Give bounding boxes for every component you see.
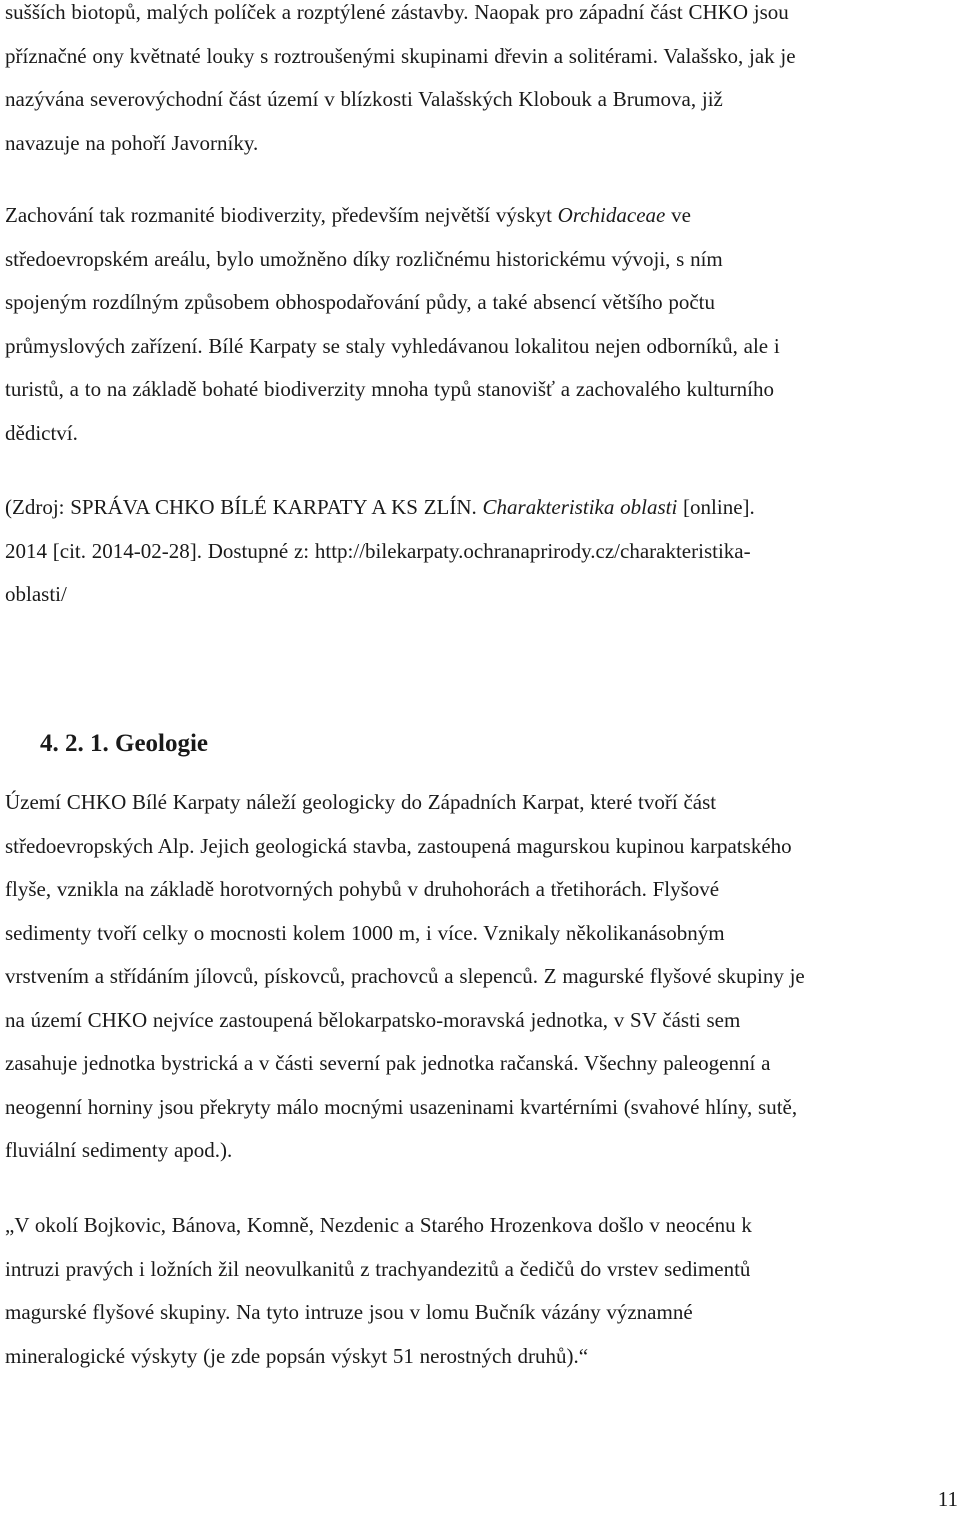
text-line: mineralogické výskyty (je zde popsán výskyt 51 nerostných druhů).“ — [5, 1343, 589, 1368]
source-url-continuation: oblasti/ — [5, 582, 67, 606]
text-line: příznačné ony květnaté louky s roztroušenými skupinami dřevin a solitérami. Valašsko, jak je — [5, 43, 796, 68]
text-line: neogenní horniny jsou překryty málo mocnými usazeninami kvartérními (svahové hlíny, sutě, — [5, 1094, 798, 1119]
text-line: fluviální sedimenty apod.). — [5, 1138, 233, 1162]
text-line: intruzi pravých i ložních žil neovulkanitů z trachyandezitů a čedičů do vrstev sedimentů — [5, 1256, 751, 1281]
text-line: spojeným rozdílným způsobem obhospodařování půdy, a také absencí většího počtu — [5, 290, 715, 314]
text-segment: Zachování tak rozmanité biodiverzity, především největší výskyt — [5, 203, 558, 227]
text-line: vrstvením a střídáním jílovců, pískovců, prachovců a slepenců. Z magurské flyšové skupiny je — [5, 964, 805, 988]
text-line: sušších biotopů, malých políček a rozptýlené zástavby. Naopak pro západní část CHKO jsou — [5, 0, 789, 24]
text-segment: [online]. — [677, 495, 755, 519]
text-line: magurské flyšové skupiny. Na tyto intruze jsou v lomu Bučník vázány významné — [5, 1300, 693, 1324]
text-line — [5, 486, 959, 530]
biodiversity-paragraph — [5, 194, 959, 455]
geology-paragraph — [5, 781, 959, 1173]
text-line — [5, 194, 959, 238]
text-line: středoevropských Alp. Jejich geologická stavba, zastoupená magurskou kupinou karpatského — [5, 833, 792, 858]
text-line: Území CHKO Bílé Karpaty náleží geologicky do Západních Karpat, které tvoří část — [5, 790, 717, 814]
text-segment: ve — [665, 203, 691, 227]
text-line: zasahuje jednotka bystrická a v části severní pak jednotka račanská. Všechny paleogenní a — [5, 1051, 771, 1075]
page-number: 11 — [937, 1487, 958, 1511]
species-name: Orchidaceae — [557, 203, 666, 227]
text-line: 2014 [cit. 2014-02-28]. Dostupné z: http://bilekarpaty.ochranaprirody.cz/charakteristika- — [5, 538, 751, 563]
text-line: středoevropském areálu, bylo umožněno díky rozličnému historickému vývoji, s ním — [5, 246, 723, 271]
section-heading: 4. 2. 1. Geologie — [40, 730, 209, 757]
text-line: „V okolí Bojkovic, Bánova, Komně, Nezdenic a Starého Hrozenkova došlo v neocénu k — [5, 1213, 752, 1237]
source-title: Charakteristika oblasti — [482, 495, 678, 519]
text-line: turistů, a to na základě bohaté biodiverzity mnoha typů stanovišť a zachovalého kulturního — [5, 377, 775, 401]
text-segment: (Zdroj: SPRÁVA CHKO BÍLÉ KARPATY A KS ZLÍN. — [5, 495, 483, 519]
text-line: sedimenty tvoří celky o mocnosti kolem 1000 m, i více. Vznikaly několikanásobným — [5, 920, 725, 945]
text-line: navazuje na pohoří Javorníky. — [5, 130, 259, 155]
quote-paragraph — [5, 1204, 959, 1378]
text-line: dědictví. — [5, 420, 78, 445]
source-citation — [5, 486, 959, 617]
text-line: flyše, vznikla na základě horotvorných pohybů v druhohorách a třetihorách. Flyšové — [5, 877, 720, 901]
intro-paragraph — [5, 0, 959, 165]
text-line: průmyslových zařízení. Bílé Karpaty se staly vyhledávanou lokalitou nejen odborníků, ale i — [5, 333, 780, 358]
text-line: na území CHKO nejvíce zastoupená bělokarpatsko-moravská jednotka, v SV části sem — [5, 1007, 741, 1032]
text-line: nazývána severovýchodní část území v blízkosti Valašských Klobouk a Brumova, již — [5, 87, 723, 111]
